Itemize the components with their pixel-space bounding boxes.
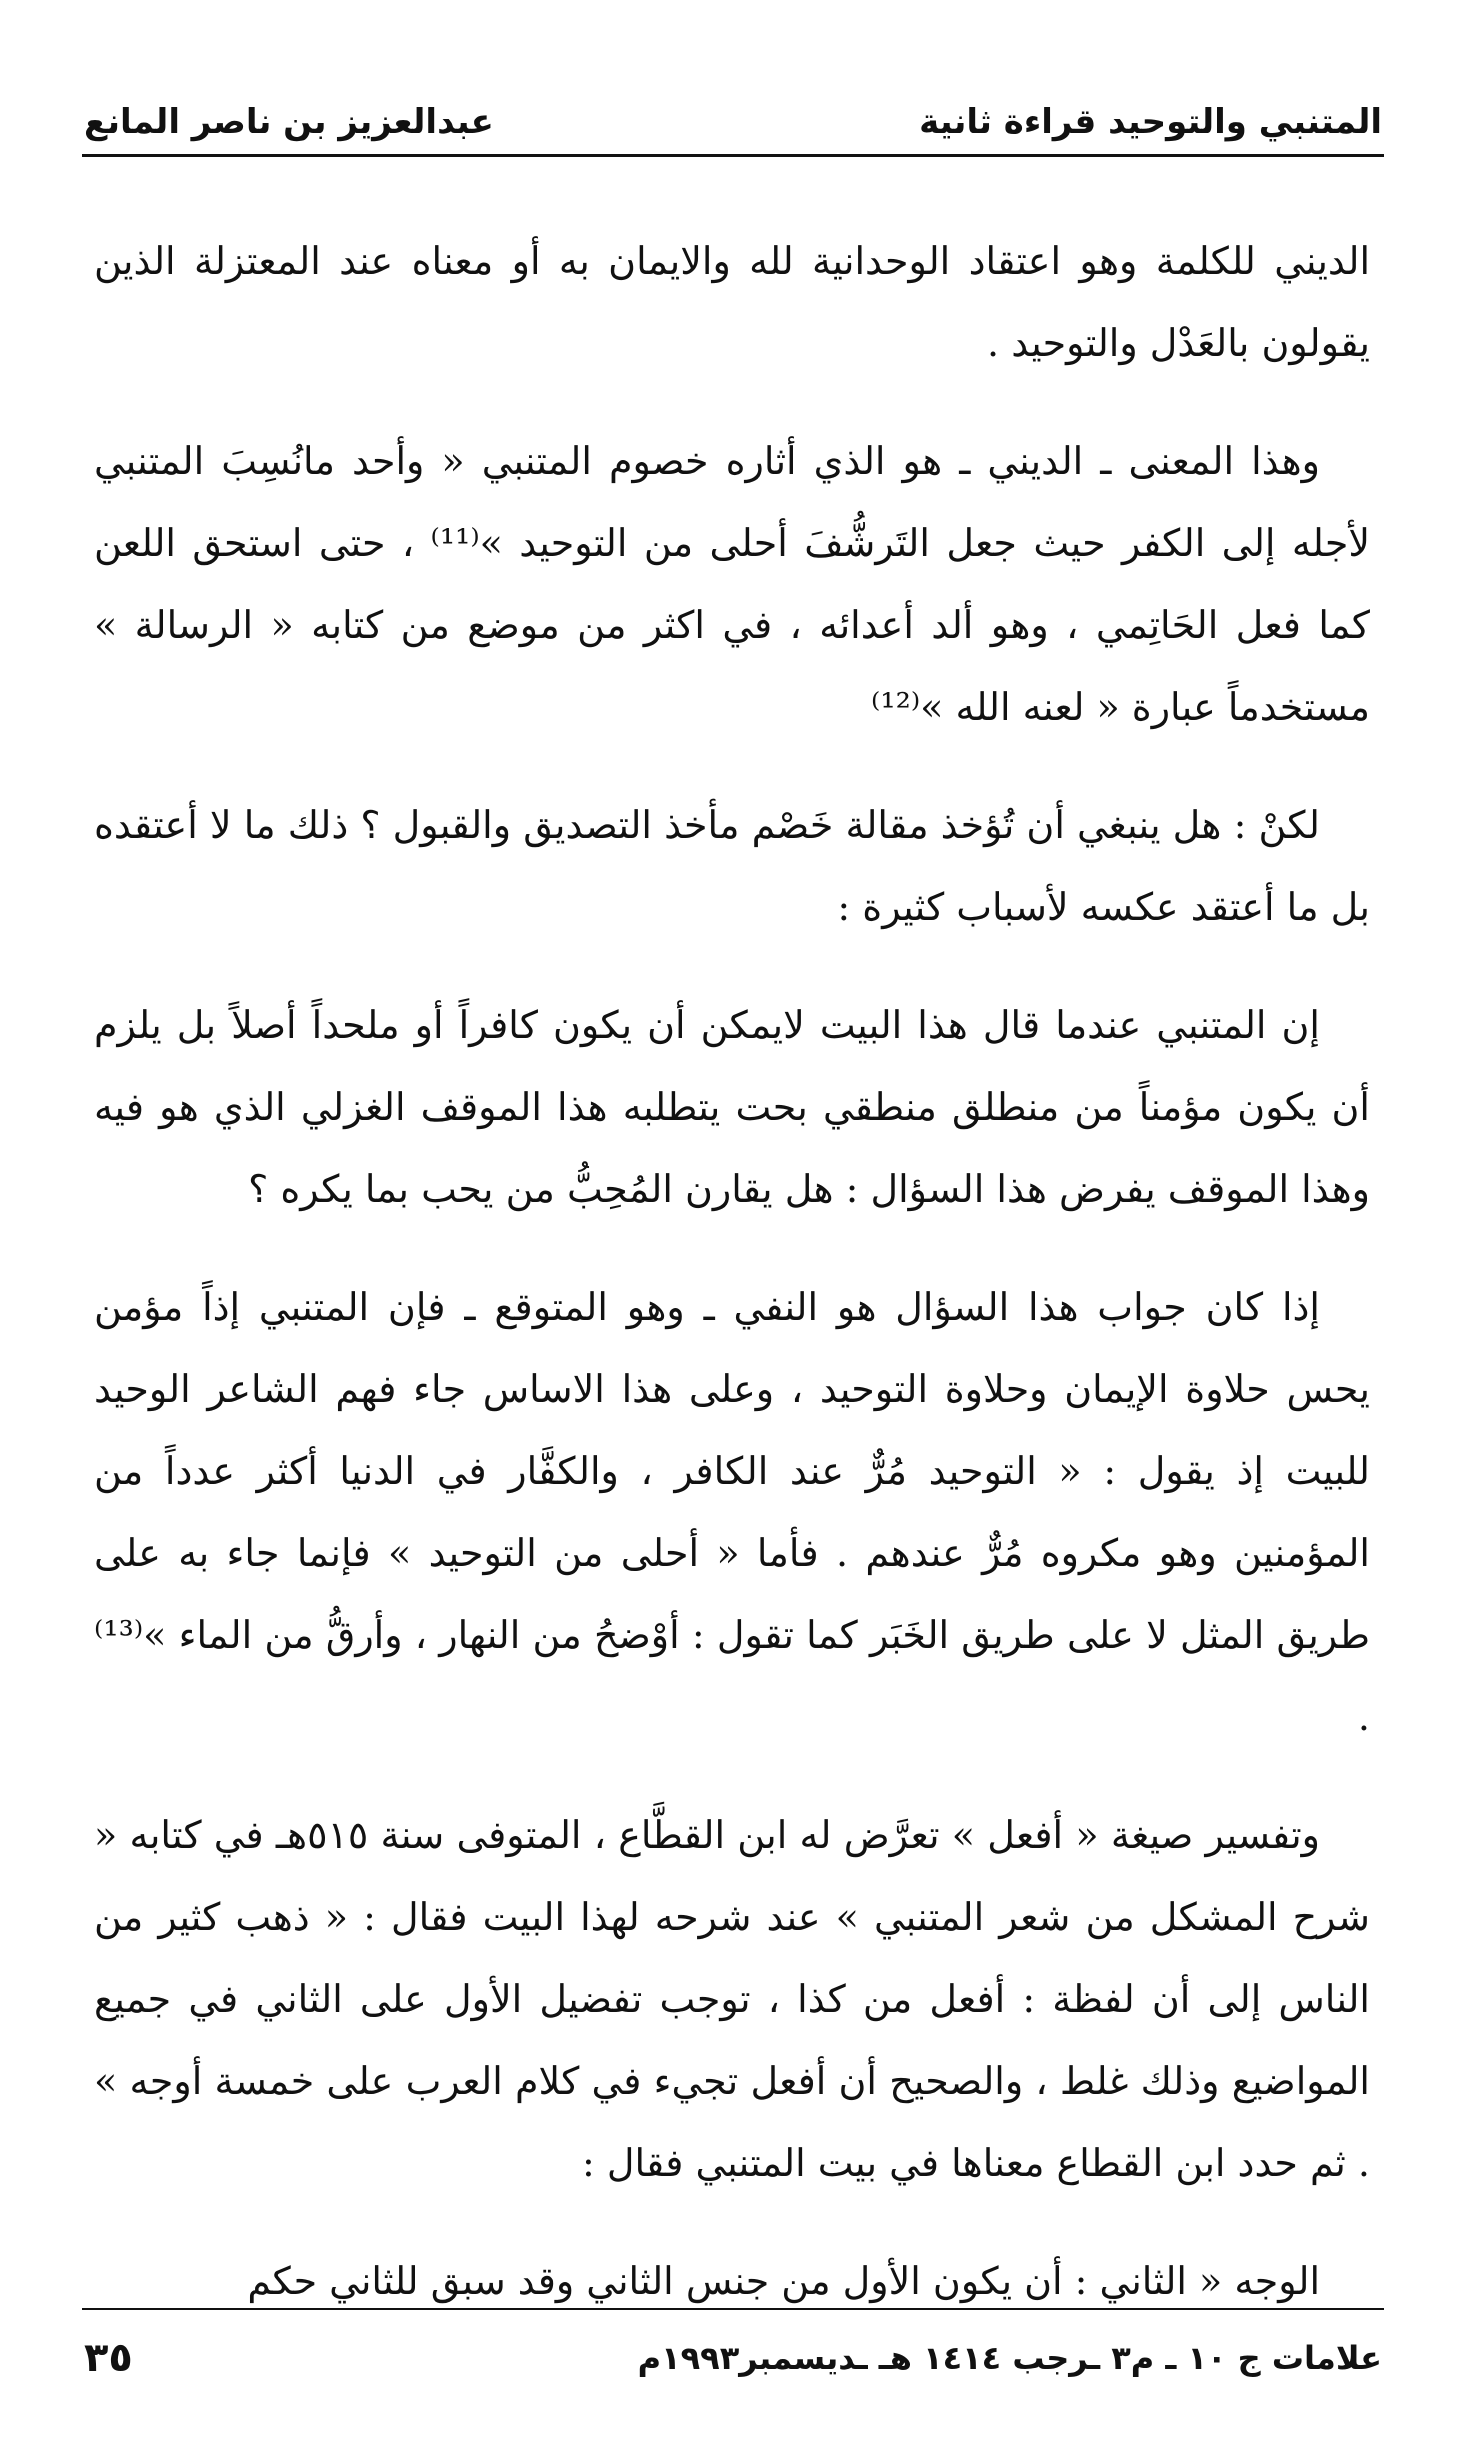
header-rule: [82, 154, 1384, 157]
paragraph: الديني للكلمة وهو اعتقاد الوحدانية لله والايمان به أو معناه عند المعتزلة الذين يقولون بالعَدْل والتوحيد .: [94, 239, 1370, 365]
body-text: [94, 220, 1370, 2358]
paragraph: وهذا المعنى ـ الديني ـ هو الذي أثاره خصوم المتنبي « وأحد مانُسِبَ المتنبي لأجله إلى الكفر حيث جعل التَرشُّفَ أحلى من التوحيد »⁽¹¹⁾ ، حتى استحق اللعن كما فعل الحَاتِمي ، وهو ألد أعدائه ، في اكثر من موضع من كتابه « الرسالة » مستخدماً عبارة « لعنه الله »⁽¹²⁾: [94, 439, 1370, 729]
running-footer: [84, 2328, 1382, 2388]
page-number: ٣٥: [84, 2335, 133, 2381]
book-title: المتنبي والتوحيد قراءة ثانية: [919, 102, 1382, 142]
running-header: [84, 92, 1382, 152]
footer-rule: [82, 2308, 1384, 2310]
paragraph: وتفسير صيغة « أفعل » تعرَّض له ابن القطَّاع ، المتوفى سنة ٥١٥هـ في كتابه « شرح المشكل من شعر المتنبي » عند شرحه لهذا البيت فقال : « ذهب كثير من الناس إلى أن لفظة : أفعل من كذا ، توجب تفضيل الأول على الثاني في جميع المواضيع وذلك غلط ، والصحيح أن أفعل تجيء في كلام العرب على خمسة أوجه » . ثم حدد ابن القطاع معناها في بيت المتنبي فقال :: [94, 1813, 1370, 2185]
paragraph: إذا كان جواب هذا السؤال هو النفي ـ وهو المتوقع ـ فإن المتنبي إذاً مؤمن يحس حلاوة الإيمان وحلاوة التوحيد ، وعلى هذا الاساس جاء فهم الشاعر الوحيد للبيت إذ يقول : « التوحيد مُرٌّ عند الكافر ، والكفَّار في الدنيا أكثر عدداً من المؤمنين وهو مكروه مُرٌّ عندهم . فأما « أحلى من التوحيد » فإنما جاء به على طريق المثل لا على طريق الخَبَر كما تقول : أوْضحُ من النهار ، وأرقُّ من الماء »⁽¹³⁾ .: [94, 1285, 1370, 1739]
paragraph: لكنْ : هل ينبغي أن تُؤخذ مقالة خَصْم مأخذ التصديق والقبول ؟ ذلك ما لا أعتقده بل ما أعتقد عكسه لأسباب كثيرة :: [94, 803, 1370, 929]
paragraph: إن المتنبي عندما قال هذا البيت لايمكن أن يكون كافراً أو ملحداً أصلاً بل يلزم أن يكون مؤمناً من منطلق منطقي بحت يتطلبه هذا الموقف الغزلي الذي هو فيه وهذا الموقف يفرض هذا السؤال : هل يقارن المُحِبُّ من يحب بما يكره ؟: [94, 1003, 1370, 1211]
paragraph: الوجه « الثاني : أن يكون الأول من جنس الثاني وقد سبق للثاني حكم: [247, 2259, 1320, 2303]
author-name: عبدالعزيز بن ناصر المانع: [84, 102, 494, 142]
journal-info: علامات ج ١٠ ـ م٣ ـرجب ١٤١٤ هـ ـديسمبر١٩٩٣م: [637, 2339, 1382, 2377]
